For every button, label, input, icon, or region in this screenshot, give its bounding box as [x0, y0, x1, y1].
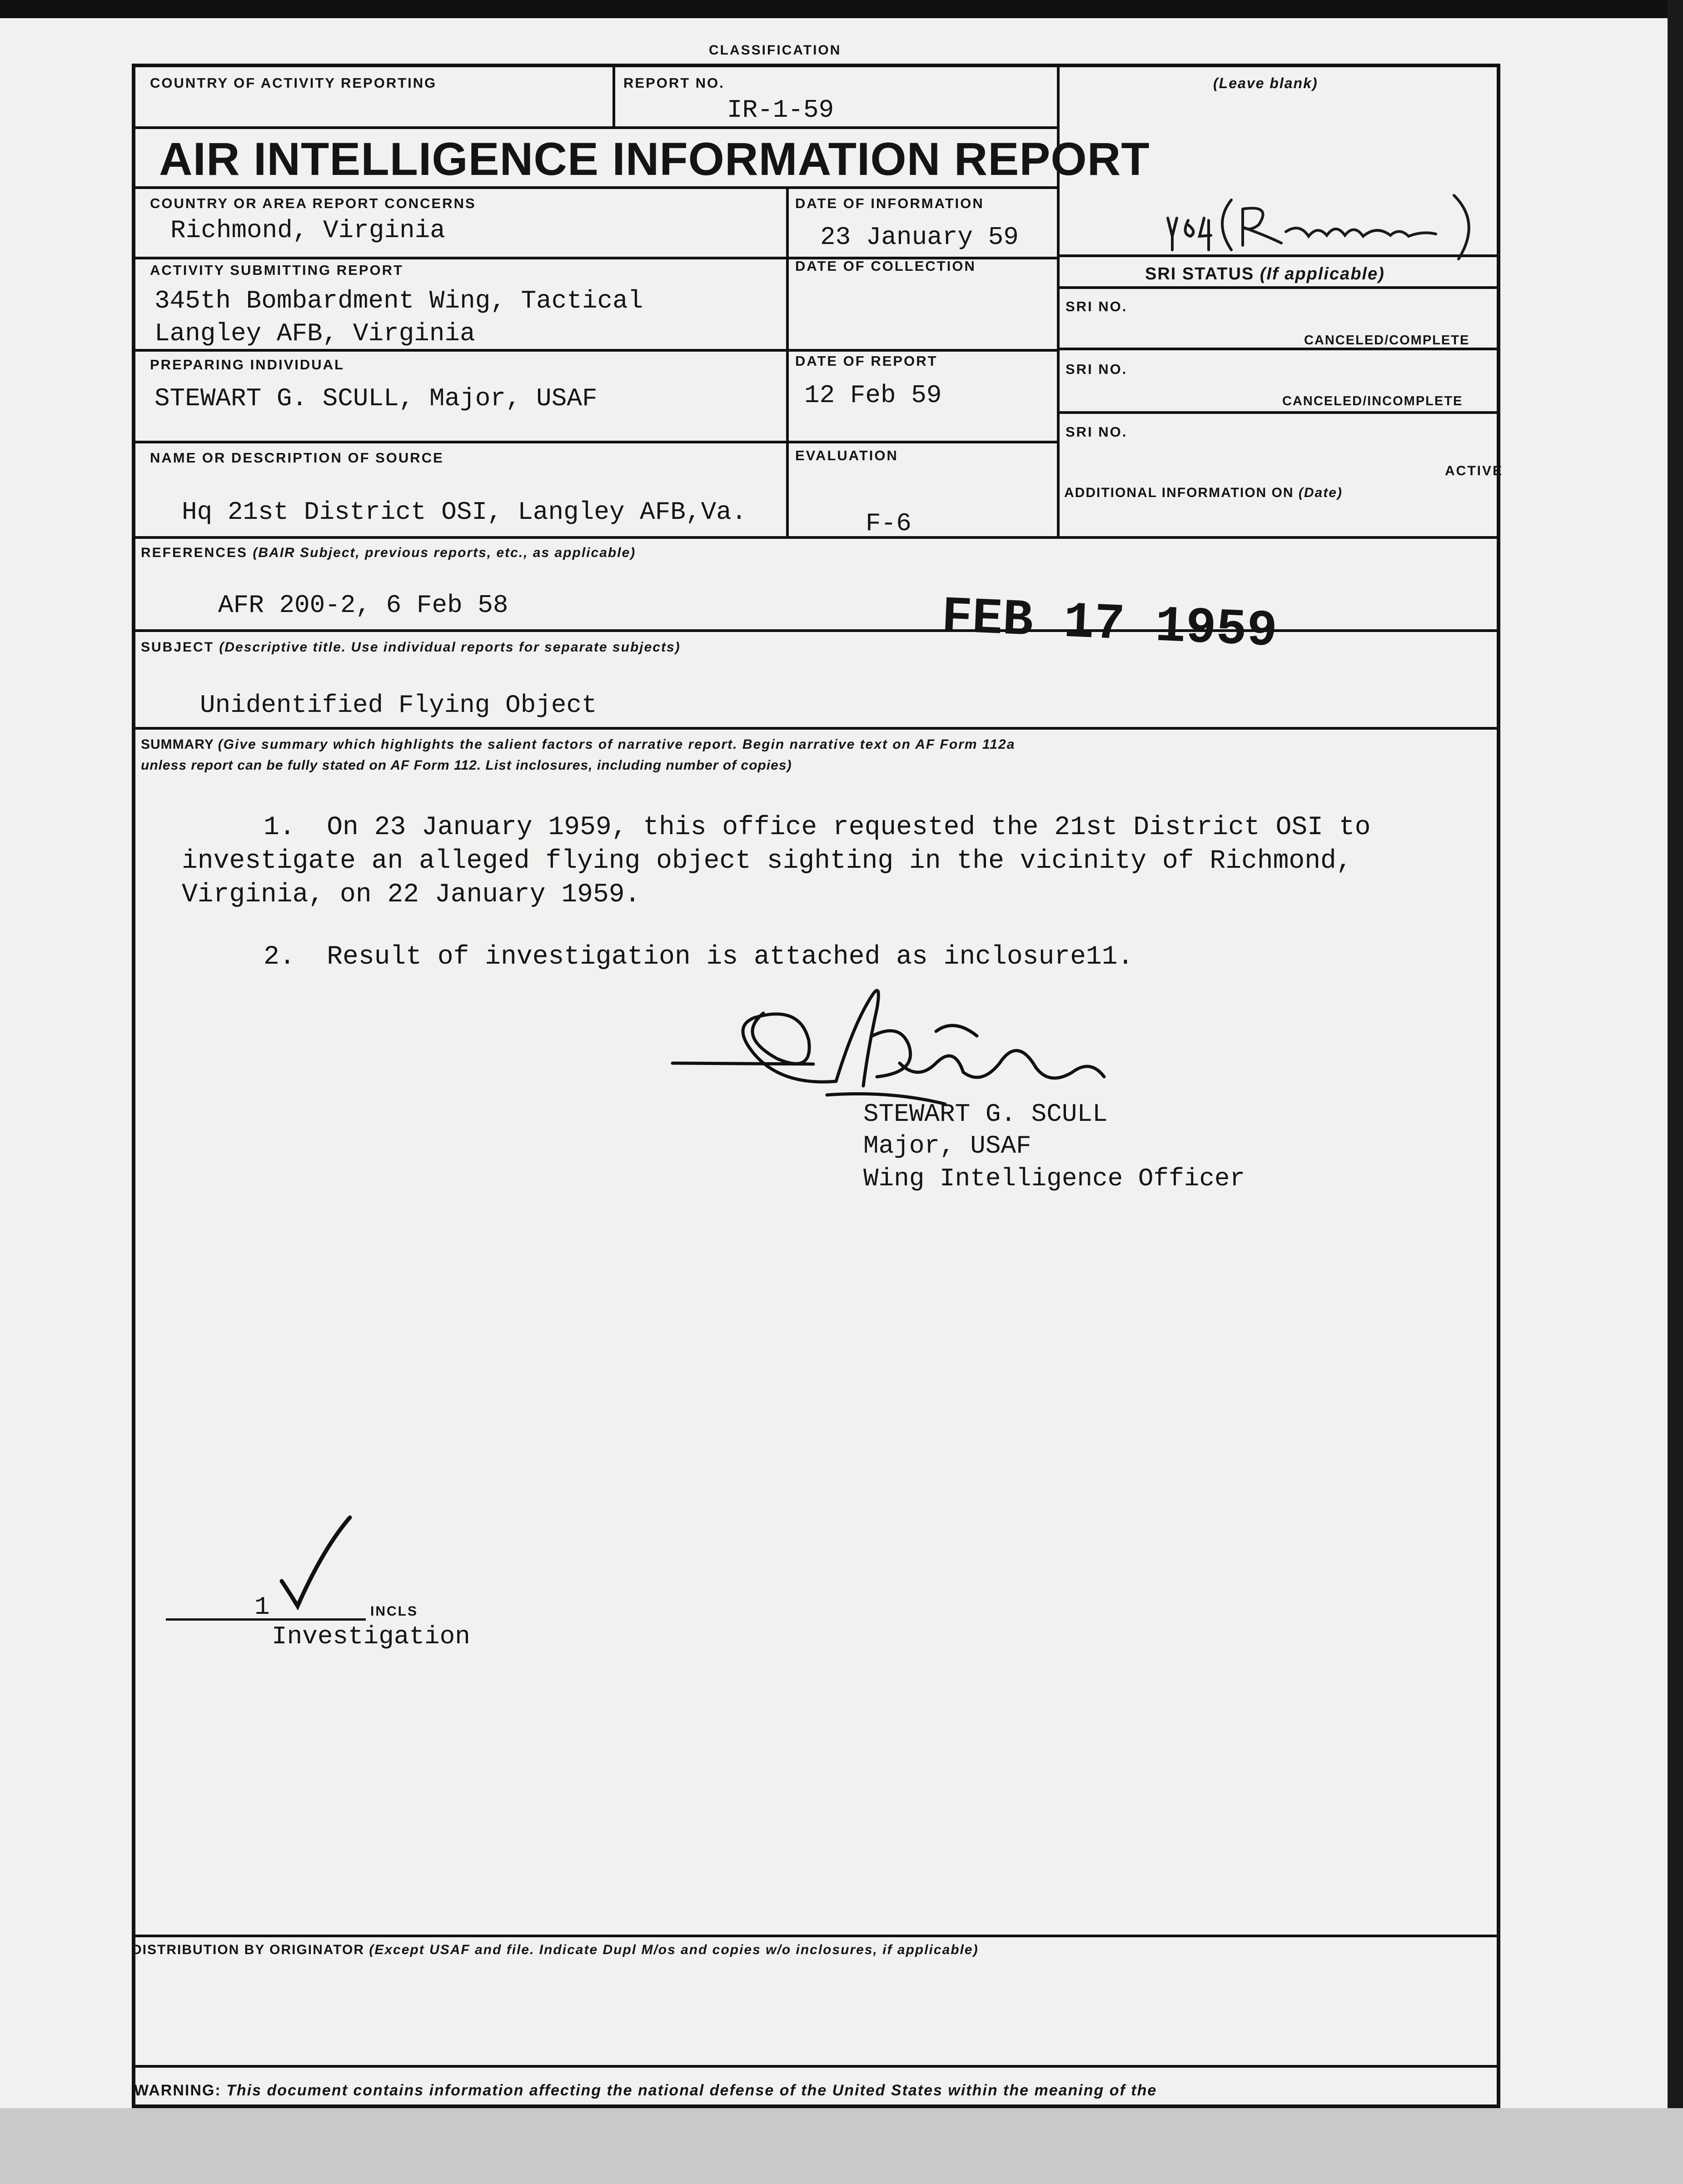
rule: [132, 1935, 1500, 1937]
rule: [1059, 286, 1500, 289]
canceled-incomplete-label: CANCELED/INCOMPLETE: [1282, 394, 1463, 408]
country-activity-label: COUNTRY OF ACTIVITY REPORTING: [150, 75, 437, 91]
activity-label: ACTIVITY SUBMITTING REPORT: [150, 262, 403, 278]
rule: [132, 629, 1500, 632]
rule: [132, 441, 1059, 443]
signature-title: Wing Intelligence Officer: [863, 1164, 1245, 1193]
scan-border-top: [0, 0, 1683, 18]
rule: [1059, 411, 1500, 414]
warning-text: WARNING: This document contains information affecting the national defense of the United States within the meaning of the: [134, 2082, 1157, 2099]
checkmark-icon: [273, 1508, 363, 1613]
subject-label: SUBJECT (Descriptive title. Use individual reports for separate subjects): [141, 640, 681, 655]
additional-info-label: ADDITIONAL INFORMATION ON (Date): [1064, 485, 1343, 500]
references-label: REFERENCES (BAIR Subject, previous reports, etc., as applicable): [141, 545, 636, 560]
report-no-value: IR-1-59: [727, 95, 834, 124]
summary-para1-line3: Virginia, on 22 January 1959.: [182, 880, 641, 910]
incls-label: INCLS: [370, 1604, 418, 1619]
preparing-label: PREPARING INDIVIDUAL: [150, 357, 345, 373]
signature-name: STEWART G. SCULL: [863, 1099, 1108, 1129]
rule: [612, 64, 615, 127]
handwritten-note-icon: [1163, 182, 1527, 264]
summary-para2: 2. Result of investigation is attached as inclosure11.: [264, 942, 1134, 972]
evaluation-label: EVALUATION: [795, 448, 898, 463]
date-report-label: DATE OF REPORT: [795, 353, 938, 369]
rule: [132, 126, 1059, 129]
signature-rank: Major, USAF: [863, 1131, 1031, 1160]
scan-bottom-band: [0, 2108, 1683, 2184]
rule: [132, 186, 1059, 189]
source-value: Hq 21st District OSI, Langley AFB,Va.: [182, 497, 747, 527]
report-title: AIR INTELLIGENCE INFORMATION REPORT: [159, 133, 1150, 185]
preparing-value: STEWART G. SCULL, Major, USAF: [154, 384, 598, 413]
leave-blank-label: (Leave blank): [1213, 75, 1318, 91]
incls-item: Investigation: [272, 1622, 470, 1651]
summary-label: SUMMARY (Give summary which highlights the salient factors of narrative report. Begin narrative text on AF Form 112a: [141, 737, 1016, 752]
active-label: ACTIVE: [1445, 463, 1504, 478]
rule: [132, 2065, 1500, 2068]
classification-label: CLASSIFICATION: [709, 43, 842, 58]
date-info-value: 23 January 59: [820, 223, 1019, 252]
received-date-stamp: FEB 17 1959: [940, 588, 1279, 661]
evaluation-value: F-6: [866, 509, 911, 538]
activity-line2: Langley AFB, Virginia: [154, 319, 475, 348]
date-collection-label: DATE OF COLLECTION: [795, 258, 976, 274]
rule: [132, 727, 1500, 730]
area-value: Richmond, Virginia: [170, 216, 445, 245]
summary-note-2: unless report can be fully stated on AF Form 112. List inclosures, including number of copies): [141, 758, 792, 773]
summary-para1-line1: 1. On 23 January 1959, this office requested the 21st District OSI to: [264, 813, 1371, 842]
sri-no-label-2: SRI NO.: [1066, 361, 1128, 377]
sri-status-label: SRI STATUS (If applicable): [1145, 264, 1385, 284]
summary-para1-line2: investigate an alleged flying object sighting in the vicinity of Richmond,: [182, 846, 1352, 876]
rule: [786, 186, 789, 538]
date-info-label: DATE OF INFORMATION: [795, 195, 984, 211]
source-label: NAME OR DESCRIPTION OF SOURCE: [150, 450, 444, 466]
date-report-value: 12 Feb 59: [804, 381, 942, 410]
references-value: AFR 200-2, 6 Feb 58: [218, 591, 508, 620]
rule: [132, 536, 1500, 539]
canceled-complete-label: CANCELED/COMPLETE: [1304, 333, 1470, 348]
scan-border-right: [1668, 0, 1683, 2184]
sri-no-label-1: SRI NO.: [1066, 298, 1128, 314]
distribution-label: DISTRIBUTION BY ORIGINATOR (Except USAF and file. Indicate Dupl M/os and copies w/o inclosures, if applicable): [132, 1942, 979, 1957]
subject-value: Unidentified Flying Object: [200, 691, 597, 720]
report-no-label: REPORT NO.: [623, 75, 725, 91]
activity-line1: 345th Bombardment Wing, Tactical: [154, 286, 643, 315]
incls-count: 1: [254, 1592, 270, 1622]
rule: [132, 349, 1059, 352]
area-label: COUNTRY OR AREA REPORT CONCERNS: [150, 195, 476, 211]
sri-no-label-3: SRI NO.: [1066, 424, 1128, 440]
